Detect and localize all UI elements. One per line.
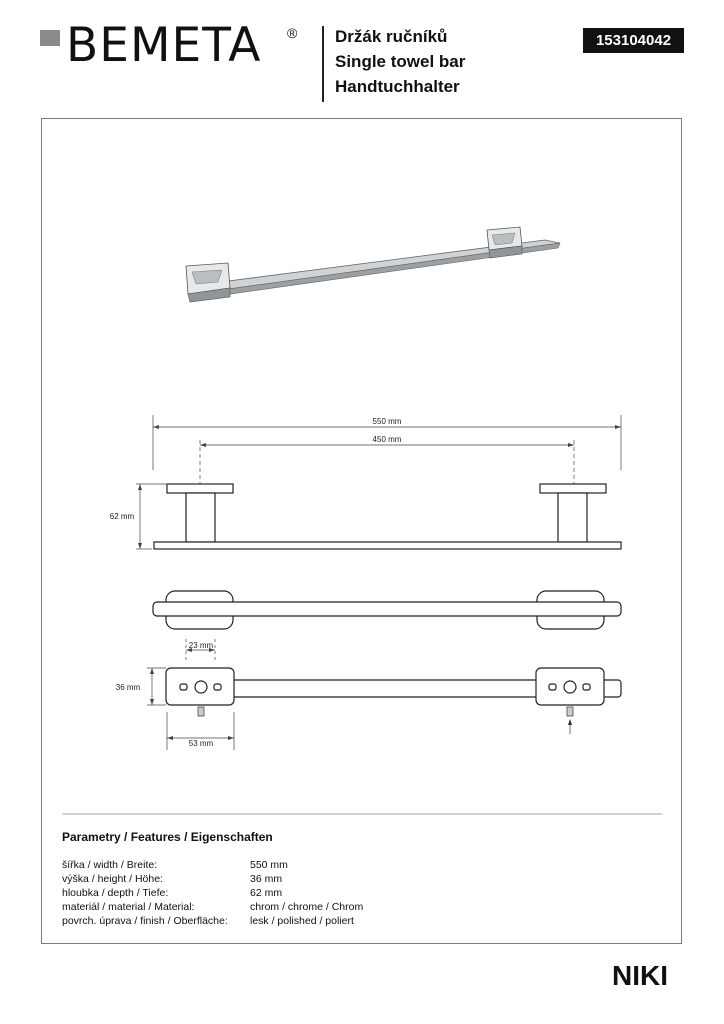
param-label: hloubka / depth / Tiefe:: [62, 887, 169, 899]
dim-base-width: 53 mm: [188, 739, 214, 748]
product-code-badge: 153104042: [583, 28, 684, 53]
dim-mount-distance: 450 mm: [372, 435, 402, 444]
top-view: [153, 591, 621, 629]
brand-logo: BEMETA: [66, 18, 262, 73]
dim-hole-distance: 23 mm: [188, 641, 214, 650]
series-name: NIKI: [612, 960, 668, 991]
dim-height: 36 mm: [115, 683, 141, 692]
param-row: [62, 872, 363, 886]
param-value: chrom / chrome / Chrom: [250, 901, 364, 913]
set-screw: [198, 707, 573, 734]
dim-depth: 62 mm: [109, 512, 135, 521]
param-label: povrch. úprava / finish / Oberfläche:: [62, 915, 228, 927]
param-label: šířka / width / Breite:: [62, 859, 158, 871]
param-row: [62, 858, 363, 872]
param-value: lesk / polished / poliert: [250, 915, 354, 927]
features-heading: Parametry / Features / Eigenschaften: [62, 830, 273, 844]
param-row: [62, 886, 363, 900]
param-row: [62, 900, 363, 914]
param-row: [62, 914, 363, 928]
registered-mark: ®: [287, 25, 298, 41]
param-value: 550 mm: [250, 859, 288, 871]
title-cz: Držák ručníků: [335, 27, 448, 46]
title-en: Single towel bar: [335, 52, 466, 71]
side-view: [154, 484, 621, 549]
dim-total-width: 550 mm: [372, 417, 402, 426]
param-label: materiál / material / Material:: [62, 901, 195, 913]
param-value: 62 mm: [250, 887, 283, 899]
title-de: Handtuchhalter: [335, 77, 460, 96]
param-label: výška / height / Höhe:: [62, 873, 163, 885]
param-value: 36 mm: [250, 873, 283, 885]
product-image: [186, 227, 560, 302]
front-view: [166, 668, 621, 705]
parameters-table: [62, 858, 363, 928]
